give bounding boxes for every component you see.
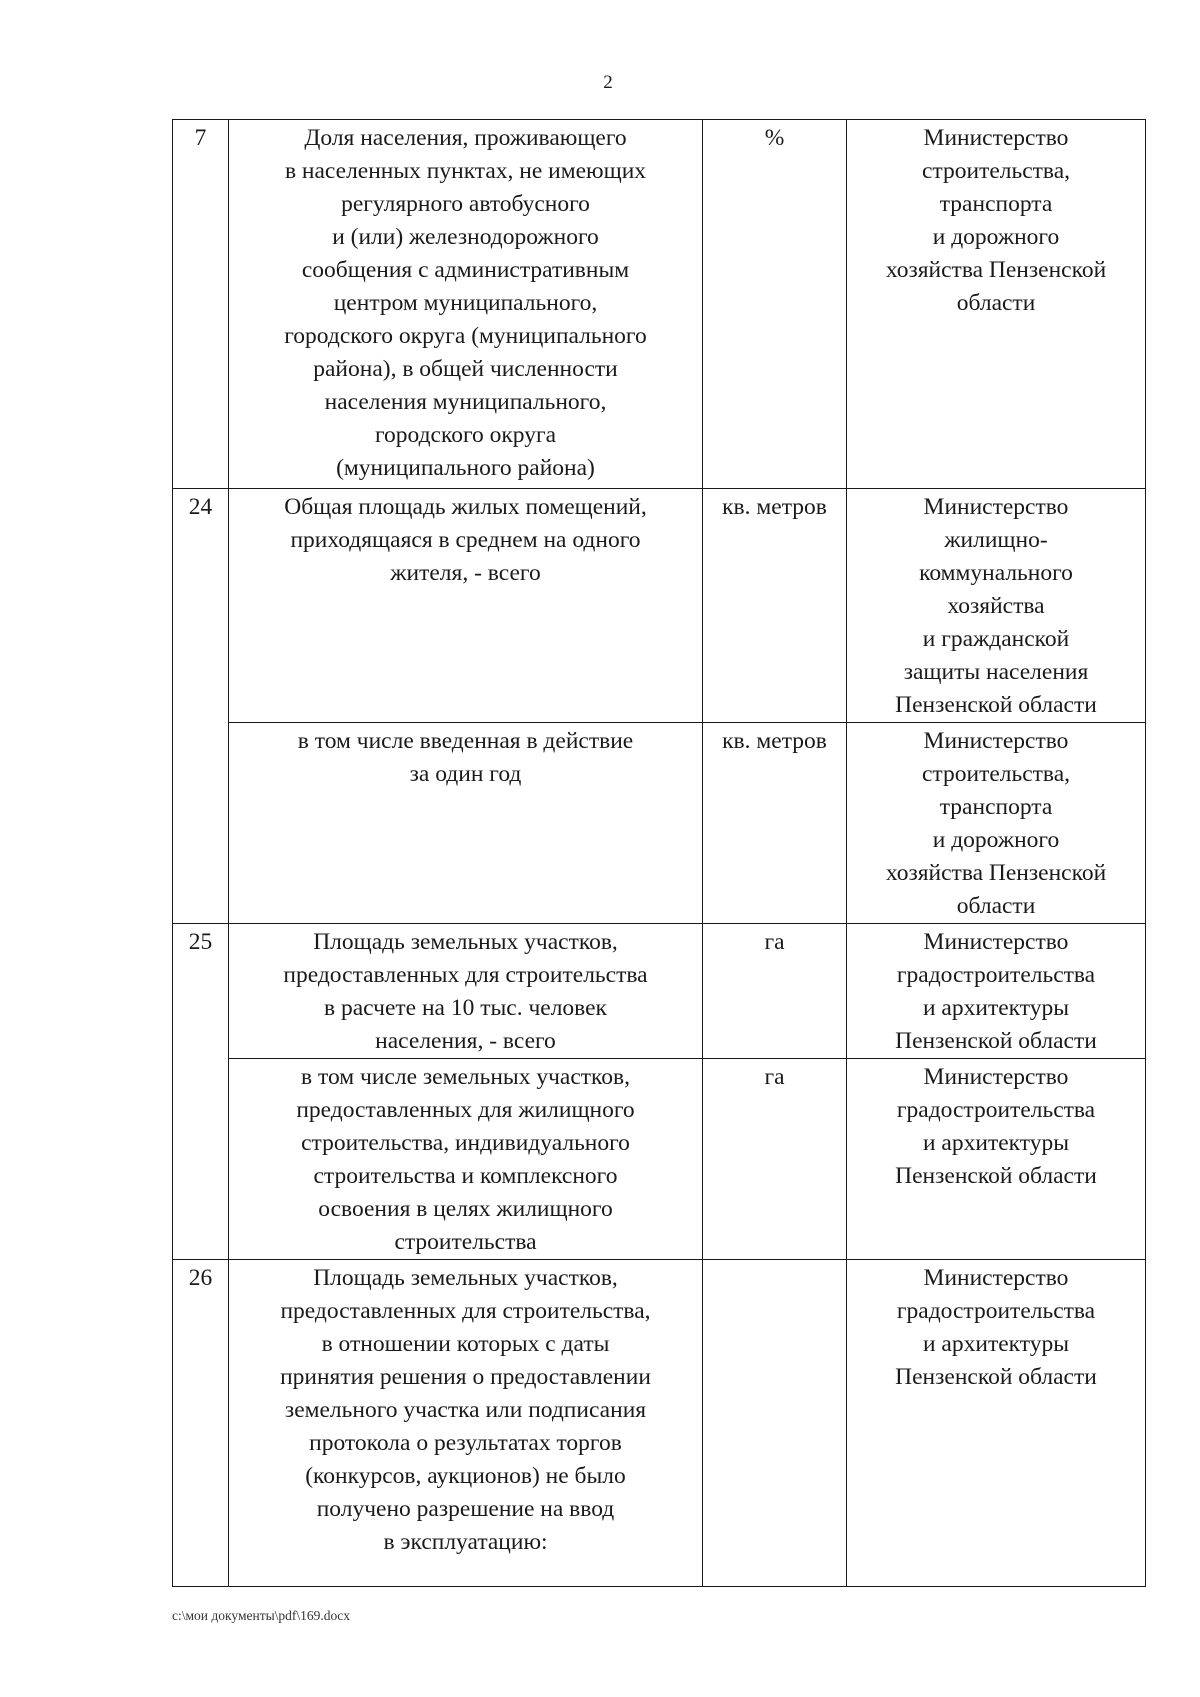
page-number: 2 (603, 72, 613, 93)
indicator-cell: Доля населения, проживающего в населенных пунктах, не имеющих регулярного автобусного и (или) железнодорожного сообщения с административным центром муниципального, городского округа (муниципального района), в общей численности населения муниципального, городского округа (муниципального района) (229, 120, 703, 489)
unit-cell: га (703, 924, 847, 1059)
table-row (173, 723, 1146, 924)
unit-cell: га (703, 1059, 847, 1260)
unit-cell (703, 1260, 847, 1587)
unit-cell: % (703, 120, 847, 489)
row-number: 25 (173, 924, 229, 1260)
indicator-cell: Общая площадь жилых помещений, приходящаяся в среднем на одного жителя, - всего (229, 489, 703, 723)
indicator-cell: Площадь земельных участков, предоставленных для строительства в расчете на 10 тыс. человек населения, - всего (229, 924, 703, 1059)
table-row (173, 120, 1146, 489)
ministry-cell: Министерство градостроительства и архитектуры Пензенской области (847, 924, 1146, 1059)
unit-cell: кв. метров (703, 489, 847, 723)
ministry-cell: Министерство строительства, транспорта и дорожного хозяйства Пензенской области (847, 120, 1146, 489)
indicator-cell: в том числе введенная в действие за один год (229, 723, 703, 924)
row-number: 26 (173, 1260, 229, 1587)
indicators-table (172, 119, 1146, 1587)
unit-cell: кв. метров (703, 723, 847, 924)
indicator-cell: Площадь земельных участков, предоставленных для строительства, в отношении которых с даты принятия решения о предоставлении земельного участка или подписания протокола о результатах торгов (конкурсов, аукционов) не было получено разрешение на ввод в эксплуатацию: (229, 1260, 703, 1587)
table-row (173, 924, 1146, 1059)
ministry-cell: Министерство градостроительства и архитектуры Пензенской области (847, 1059, 1146, 1260)
ministry-cell: Министерство градостроительства и архитектуры Пензенской области (847, 1260, 1146, 1587)
indicator-cell: в том числе земельных участков, предоставленных для жилищного строительства, индивидуального строительства и комплексного освоения в целях жилищного строительства (229, 1059, 703, 1260)
table-row (173, 1059, 1146, 1260)
table-row (173, 489, 1146, 723)
ministry-cell: Министерство жилищно- коммунального хозяйства и гражданской защиты населения Пензенской области (847, 489, 1146, 723)
row-number: 24 (173, 489, 229, 924)
table-row (173, 1260, 1146, 1587)
ministry-cell: Министерство строительства, транспорта и дорожного хозяйства Пензенской области (847, 723, 1146, 924)
footer-file-path: c:\мои документы\pdf\169.docx (172, 1608, 351, 1623)
row-number: 7 (173, 120, 229, 489)
